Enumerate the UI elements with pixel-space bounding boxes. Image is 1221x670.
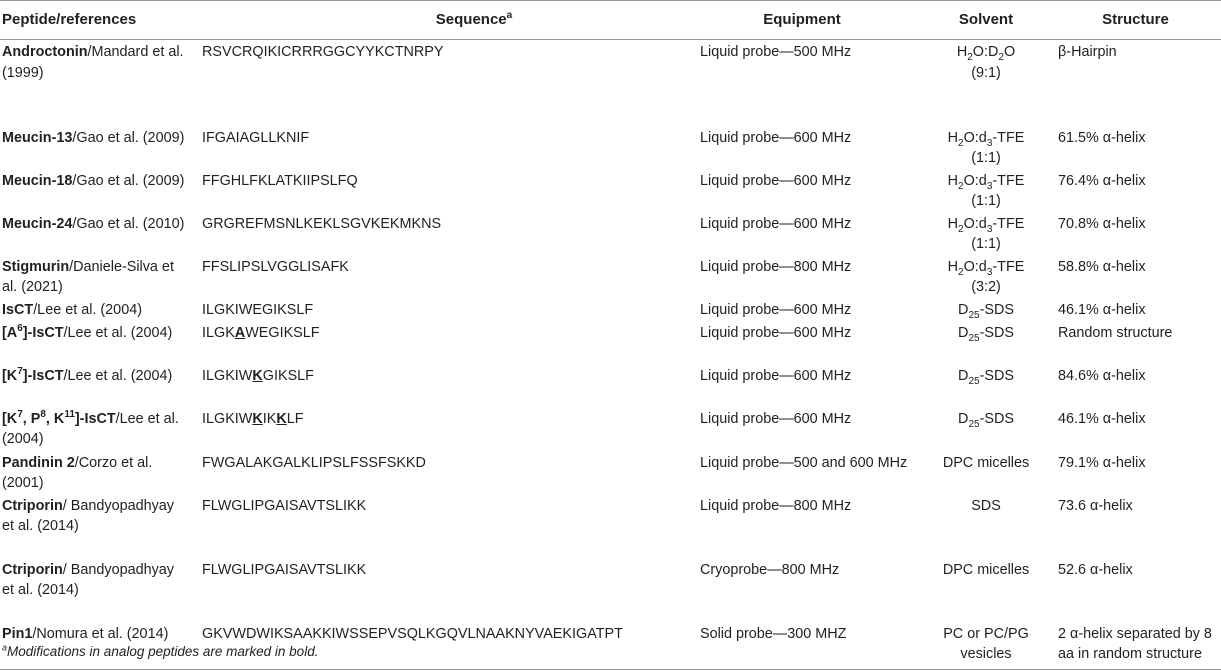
header-sequence: [190, 1, 700, 40]
name-part: , P: [22, 410, 41, 427]
sequence-part: IK: [262, 410, 277, 427]
sequence-cell: GRGREFMSNLKEKLSGVKEKMKNS: [202, 215, 442, 232]
peptide-name: Androctonin: [2, 44, 88, 60]
superscript: 7: [17, 365, 23, 377]
subscript: 3: [986, 266, 993, 278]
subscript: 2: [958, 180, 964, 192]
name-part: [K: [2, 367, 18, 384]
subscript: 3: [986, 180, 993, 192]
subscript: 25: [968, 418, 980, 430]
equipment-cell: Liquid probe—800 MHz: [700, 258, 852, 275]
name-part: ]-IsCT: [74, 410, 116, 427]
peptide-ref: / Bandyopadhyay et al. (2014): [2, 561, 174, 598]
solvent-part: O:d: [963, 258, 987, 275]
header-row: [0, 1, 1221, 40]
sequence-cell: FLWGLIPGAISAVTSLIKK: [202, 561, 367, 578]
peptide-cell: [0, 321, 190, 364]
solvent-cell: [922, 40, 1050, 126]
peptide-name: [2, 408, 116, 427]
peptide-name: Pin1: [2, 625, 33, 642]
subscript: 2: [958, 223, 964, 235]
equipment-cell: Liquid probe—600 MHz: [700, 410, 852, 427]
solvent-ratio: (9:1): [971, 64, 1001, 81]
solvent-part: H: [947, 258, 959, 275]
solvent-part: O: [1003, 44, 1016, 60]
peptide-name: Stigmurin: [2, 258, 70, 275]
sequence-cell: FLWGLIPGAISAVTSLIKK: [202, 497, 367, 514]
name-part: [K: [2, 410, 18, 427]
structure-cell: 2 α-helix separated by 8 aa in random structure: [1058, 625, 1212, 662]
equipment-cell: Solid probe—300 MHZ: [700, 625, 847, 642]
solvent-part: H: [947, 129, 959, 146]
header-equipment-label: Equipment: [763, 10, 841, 28]
equipment-cell: Liquid probe—500 MHz: [700, 44, 852, 60]
structure-cell: β-Hairpin: [1058, 44, 1117, 60]
peptide-name: [2, 365, 64, 384]
solvent-part: H: [956, 44, 968, 60]
peptide-ref: /Gao et al. (2009): [72, 129, 185, 146]
equipment-cell: Cryoprobe—800 MHz: [700, 561, 840, 578]
table-row: [0, 407, 1221, 451]
header-solvent: [922, 1, 1050, 40]
table-row: [0, 40, 1221, 126]
solvent-cell: [922, 212, 1050, 255]
footnote-mark: a: [2, 642, 8, 653]
peptide-cell: [0, 364, 190, 407]
structure-cell: 46.1% α-helix: [1058, 410, 1146, 427]
solvent-part: -SDS: [979, 367, 1014, 384]
solvent-part: O:d: [963, 172, 987, 189]
subscript: 25: [968, 309, 980, 321]
sequence-part: ILGKIW: [202, 410, 253, 427]
table-row: [0, 364, 1221, 407]
structure-cell: 79.1% α-helix: [1058, 454, 1146, 471]
structure-cell: 84.6% α-helix: [1058, 367, 1146, 384]
peptide-cell: [0, 494, 190, 558]
peptide-ref: /Lee et al. (2004): [2, 410, 179, 447]
solvent-part: D: [958, 367, 969, 384]
solvent-ratio: (1:1): [971, 150, 1001, 166]
footnote-text: Modifications in analog peptides are marked in bold.: [7, 644, 319, 659]
superscript: 6: [17, 322, 23, 334]
subscript: 2: [958, 137, 964, 149]
header-footnote-mark: a: [506, 9, 513, 21]
solvent-cell: SDS: [971, 497, 1001, 514]
table-row: [0, 321, 1221, 364]
solvent-cell: [922, 255, 1050, 298]
table-row: [0, 494, 1221, 558]
subscript: 25: [968, 332, 980, 344]
sequence-cell: GKVWDWIKSAAKKIWSSEPVSQLKGQVLNAAKNYVAEKIGATPT: [202, 625, 623, 642]
sequence-part: GIKSLF: [262, 367, 314, 384]
mutated-residue: A: [234, 324, 246, 341]
header-peptide-label: Peptide/references: [2, 10, 137, 28]
peptide-ref: /Nomura et al. (2014): [32, 625, 169, 642]
sequence-cell: [190, 321, 700, 364]
header-sequence-label: Sequence: [435, 10, 507, 28]
sequence-part: WEGIKSLF: [245, 324, 320, 341]
subscript: 3: [986, 137, 993, 149]
subscript: 3: [986, 223, 993, 235]
sequence-part: ILGK: [202, 324, 235, 341]
peptide-cell: [0, 451, 190, 494]
peptide-ref: /Daniele-Silva et al. (2021): [2, 258, 174, 295]
superscript: 11: [64, 408, 75, 420]
solvent-cell: [922, 407, 1050, 451]
peptide-ref: /Lee et al. (2004): [63, 367, 173, 384]
sequence-cell: FFGHLFKLATKIIPSLFQ: [202, 172, 358, 189]
solvent-part: D: [958, 324, 969, 341]
table-row: [0, 558, 1221, 622]
equipment-cell: Liquid probe—600 MHz: [700, 324, 852, 341]
peptide-name: Ctriporin: [2, 561, 63, 578]
solvent-part: -TFE: [992, 258, 1025, 275]
mutated-residue: K: [252, 410, 263, 427]
peptide-name: Meucin-13: [2, 129, 73, 146]
equipment-cell: Liquid probe—600 MHz: [700, 172, 852, 189]
equipment-cell: Liquid probe—500 and 600 MHz: [700, 454, 908, 471]
solvent-cell: DPC micelles: [942, 454, 1030, 471]
table-row: [0, 169, 1221, 212]
table-footnote: [2, 642, 318, 663]
sequence-cell: FFSLIPSLVGGLISAFK: [202, 258, 349, 275]
peptide-ref: /Gao et al. (2010): [72, 215, 185, 232]
solvent-part: H: [947, 172, 959, 189]
solvent-part: -TFE: [992, 129, 1025, 146]
structure-cell: 61.5% α-helix: [1058, 129, 1146, 146]
mutated-residue: K: [276, 410, 287, 427]
solvent-cell: [922, 321, 1050, 364]
name-part: [A: [2, 324, 18, 341]
peptide-cell: [0, 558, 190, 622]
sequence-part: LF: [286, 410, 304, 427]
solvent-part: -SDS: [979, 410, 1014, 427]
sequence-cell: ILGKIWEGIKSLF: [202, 301, 314, 318]
peptide-cell: [0, 40, 190, 126]
table-header: [0, 1, 1221, 40]
header-solvent-label: Solvent: [958, 10, 1014, 28]
peptide-cell: [0, 298, 190, 321]
peptide-ref: /Gao et al. (2009): [72, 172, 185, 189]
sequence-cell: [190, 407, 700, 451]
sequence-cell: IFGAIAGLLKNIF: [202, 129, 310, 146]
header-equipment: [700, 1, 922, 40]
sequence-part: ILGKIW: [202, 367, 253, 384]
subscript: 2: [998, 51, 1004, 63]
structure-cell: 73.6 α-helix: [1058, 497, 1133, 514]
solvent-cell: PC or PC/PG vesicles: [943, 625, 1029, 662]
header-structure: [1050, 1, 1221, 40]
peptide-name: [2, 322, 64, 341]
table-row: [0, 298, 1221, 321]
sequence-cell: FWGALAKGALKLIPSLFSSFSKKD: [202, 454, 426, 471]
equipment-cell: Liquid probe—600 MHz: [700, 367, 852, 384]
solvent-ratio: (1:1): [971, 236, 1001, 252]
structure-cell: 52.6 α-helix: [1058, 561, 1133, 578]
table-row: [0, 451, 1221, 494]
solvent-part: O:d: [963, 215, 987, 232]
structure-cell: 46.1% α-helix: [1058, 301, 1146, 318]
peptide-ref: /Corzo et al. (2001): [2, 454, 153, 491]
name-part: ]-IsCT: [22, 324, 64, 341]
subscript: 2: [967, 51, 973, 63]
table-row: [0, 212, 1221, 255]
solvent-part: -TFE: [992, 172, 1025, 189]
subscript: 25: [968, 375, 980, 387]
peptide-name: Meucin-24: [2, 215, 73, 232]
superscript: 8: [40, 408, 46, 420]
peptide-ref: /Mandard et al. (1999): [2, 44, 184, 81]
sequence-cell: [190, 364, 700, 407]
solvent-part: O:d: [963, 129, 987, 146]
structure-cell: 58.8% α-helix: [1058, 258, 1146, 275]
table-row: [0, 126, 1221, 169]
solvent-part: D: [958, 301, 969, 318]
mutated-residue: K: [252, 367, 263, 384]
equipment-cell: Liquid probe—600 MHz: [700, 129, 852, 146]
superscript: 7: [17, 408, 23, 420]
table-body: [0, 40, 1221, 670]
equipment-cell: Liquid probe—600 MHz: [700, 215, 852, 232]
equipment-cell: Liquid probe—800 MHz: [700, 497, 852, 514]
peptide-cell: [0, 407, 190, 451]
solvent-cell: [922, 169, 1050, 212]
solvent-cell: [922, 364, 1050, 407]
peptide-ref: /Lee et al. (2004): [63, 324, 173, 341]
peptide-name: IsCT: [2, 301, 34, 318]
peptide-cell: [0, 255, 190, 298]
solvent-ratio: (1:1): [971, 193, 1001, 209]
solvent-part: -TFE: [992, 215, 1025, 232]
name-part: ]-IsCT: [22, 367, 64, 384]
peptide-name: Pandinin 2: [2, 454, 75, 471]
peptide-name: Meucin-18: [2, 172, 73, 189]
solvent-part: D: [958, 410, 969, 427]
solvent-cell: [922, 126, 1050, 169]
peptide-cell: [0, 212, 190, 255]
sequence-cell: RSVCRQIKICRRRGGCYYKCTNRPY: [202, 44, 444, 60]
solvent-part: H: [947, 215, 959, 232]
solvent-part: -SDS: [979, 324, 1014, 341]
header-peptide: [0, 1, 190, 40]
structure-cell: Random structure: [1058, 324, 1173, 341]
peptide-cell: [0, 169, 190, 212]
name-part: , K: [45, 410, 65, 427]
structure-cell: 76.4% α-helix: [1058, 172, 1146, 189]
solvent-part: -SDS: [979, 301, 1014, 318]
solvent-part: O:D: [972, 44, 999, 60]
solvent-ratio: (3:2): [971, 279, 1001, 295]
peptide-cell: [0, 126, 190, 169]
subscript: 2: [958, 266, 964, 278]
structure-cell: 70.8% α-helix: [1058, 215, 1146, 232]
header-structure-label: Structure: [1102, 10, 1169, 28]
peptide-name: Ctriporin: [2, 497, 63, 514]
table-row: [0, 255, 1221, 298]
peptide-ref: / Bandyopadhyay et al. (2014): [2, 497, 174, 534]
solvent-cell: DPC micelles: [942, 561, 1030, 578]
equipment-cell: Liquid probe—600 MHz: [700, 301, 852, 318]
peptide-ref: /Lee et al. (2004): [33, 301, 142, 318]
solvent-cell: [922, 298, 1050, 321]
